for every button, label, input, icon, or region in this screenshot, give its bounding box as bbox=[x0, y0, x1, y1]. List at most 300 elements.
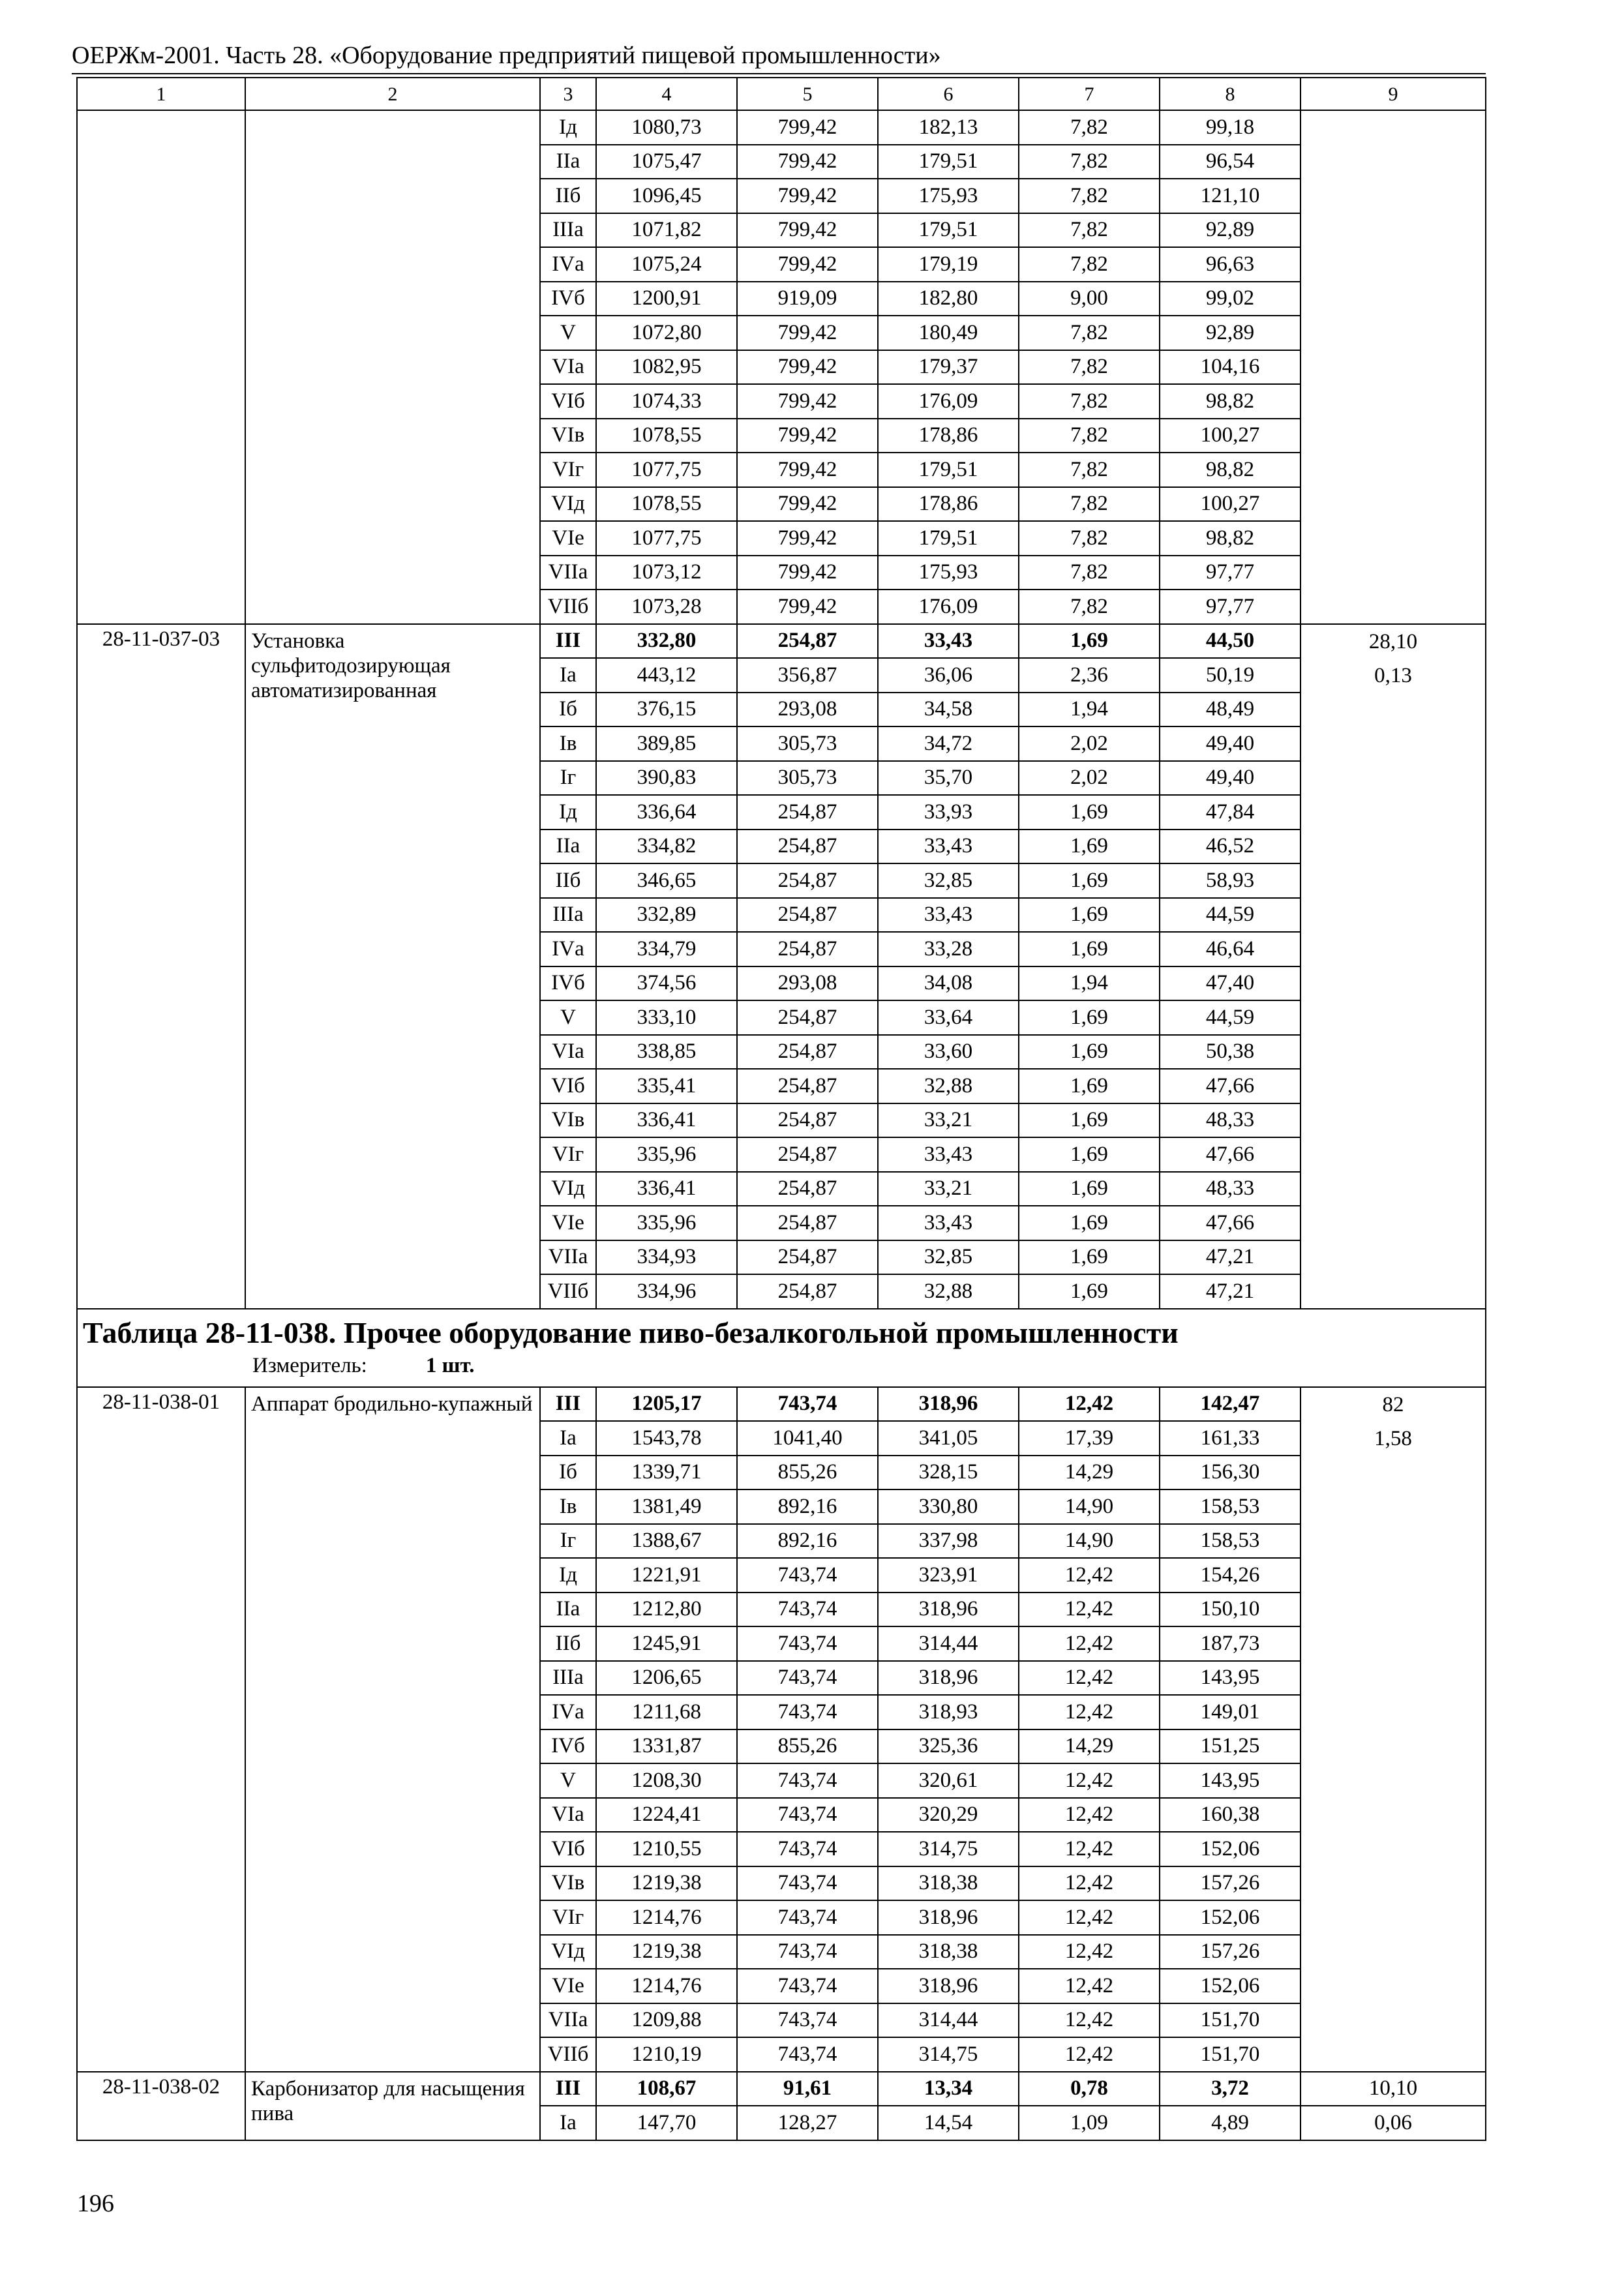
machinist-salary-cell: 12,42 bbox=[1019, 1558, 1160, 1593]
machines-cell: 325,36 bbox=[878, 1729, 1019, 1764]
machines-cell: 314,44 bbox=[878, 2003, 1019, 2038]
total-cost-cell: 334,93 bbox=[596, 1240, 737, 1275]
machines-cell: 318,96 bbox=[878, 1661, 1019, 1696]
machines-cell: 34,08 bbox=[878, 966, 1019, 1001]
salary-cell: 743,74 bbox=[737, 1695, 878, 1729]
total-cost-cell: 443,12 bbox=[596, 658, 737, 693]
zone-cell: Iг bbox=[540, 1524, 596, 1559]
machinist-salary-cell: 7,82 bbox=[1019, 213, 1160, 248]
salary-cell: 743,74 bbox=[737, 1866, 878, 1901]
rates-table-wrapper bbox=[76, 77, 1486, 2141]
materials-cell: 104,16 bbox=[1160, 350, 1301, 385]
materials-cell: 44,50 bbox=[1160, 624, 1301, 659]
total-cost-cell: 1078,55 bbox=[596, 487, 737, 522]
salary-cell: 254,87 bbox=[737, 1137, 878, 1172]
total-cost-cell: 1214,76 bbox=[596, 1969, 737, 2003]
zone-cell: VIб bbox=[540, 384, 596, 419]
materials-cell: 3,72 bbox=[1160, 2072, 1301, 2106]
salary-cell: 799,42 bbox=[737, 453, 878, 487]
zone-cell: VIг bbox=[540, 1900, 596, 1935]
salary-cell: 743,74 bbox=[737, 1798, 878, 1833]
machines-cell: 328,15 bbox=[878, 1456, 1019, 1490]
salary-cell: 799,42 bbox=[737, 384, 878, 419]
total-cost-cell: 346,65 bbox=[596, 863, 737, 898]
machines-cell: 337,98 bbox=[878, 1524, 1019, 1559]
column-number: 9 bbox=[1301, 78, 1486, 110]
machines-cell: 33,43 bbox=[878, 898, 1019, 933]
zone-cell: V bbox=[540, 316, 596, 350]
section-title: Таблица 28-11-038. Прочее оборудование пиво-безалкогольной промышленности bbox=[83, 1315, 1179, 1349]
machines-cell: 33,21 bbox=[878, 1172, 1019, 1206]
materials-cell: 156,30 bbox=[1160, 1456, 1301, 1490]
total-cost-cell: 1224,41 bbox=[596, 1798, 737, 1833]
zone-cell: IIIа bbox=[540, 898, 596, 933]
materials-cell: 121,10 bbox=[1160, 179, 1301, 213]
zone-cell: VIд bbox=[540, 1172, 596, 1206]
materials-cell: 99,02 bbox=[1160, 282, 1301, 316]
materials-cell: 98,82 bbox=[1160, 453, 1301, 487]
salary-cell: 799,42 bbox=[737, 110, 878, 145]
machines-cell: 32,88 bbox=[878, 1274, 1019, 1309]
zone-cell: VIа bbox=[540, 350, 596, 385]
zone-cell: VIIа bbox=[540, 556, 596, 590]
materials-cell: 50,19 bbox=[1160, 658, 1301, 693]
salary-cell: 254,87 bbox=[737, 1000, 878, 1035]
machines-cell: 13,34 bbox=[878, 2072, 1019, 2106]
total-cost-cell: 1073,28 bbox=[596, 590, 737, 624]
total-cost-cell: 1219,38 bbox=[596, 1866, 737, 1901]
machines-cell: 175,93 bbox=[878, 179, 1019, 213]
salary-cell: 799,42 bbox=[737, 179, 878, 213]
labor-cost-cell: 0,06 bbox=[1301, 2106, 1486, 2140]
zone-cell: V bbox=[540, 1763, 596, 1798]
machinist-salary-cell: 7,82 bbox=[1019, 521, 1160, 556]
zone-cell: IIб bbox=[540, 1626, 596, 1661]
materials-cell: 151,25 bbox=[1160, 1729, 1301, 1764]
column-number: 6 bbox=[878, 78, 1019, 110]
materials-cell: 96,54 bbox=[1160, 145, 1301, 179]
column-number: 8 bbox=[1160, 78, 1301, 110]
salary-cell: 743,74 bbox=[737, 1593, 878, 1627]
total-cost-cell: 333,10 bbox=[596, 1000, 737, 1035]
materials-cell: 99,18 bbox=[1160, 110, 1301, 145]
materials-cell: 97,77 bbox=[1160, 590, 1301, 624]
total-cost-cell: 1073,12 bbox=[596, 556, 737, 590]
total-cost-cell: 1072,80 bbox=[596, 316, 737, 350]
total-cost-cell: 1200,91 bbox=[596, 282, 737, 316]
total-cost-cell: 374,56 bbox=[596, 966, 737, 1001]
salary-cell: 799,42 bbox=[737, 487, 878, 522]
machinist-salary-cell: 1,69 bbox=[1019, 830, 1160, 864]
machinist-salary-cell: 12,42 bbox=[1019, 1900, 1160, 1935]
total-cost-cell: 1209,88 bbox=[596, 2003, 737, 2038]
materials-cell: 49,40 bbox=[1160, 726, 1301, 761]
total-cost-cell: 334,82 bbox=[596, 830, 737, 864]
labor-cost-value: 0,13 bbox=[1374, 664, 1412, 687]
salary-cell: 799,42 bbox=[737, 590, 878, 624]
machines-cell: 318,96 bbox=[878, 1387, 1019, 1422]
materials-cell: 143,95 bbox=[1160, 1661, 1301, 1696]
machinist-salary-cell: 1,69 bbox=[1019, 898, 1160, 933]
machines-cell: 179,37 bbox=[878, 350, 1019, 385]
materials-cell: 47,21 bbox=[1160, 1240, 1301, 1275]
machines-cell: 341,05 bbox=[878, 1421, 1019, 1456]
machinist-salary-cell: 7,82 bbox=[1019, 145, 1160, 179]
salary-cell: 91,61 bbox=[737, 2072, 878, 2106]
machines-cell: 318,96 bbox=[878, 1900, 1019, 1935]
zone-cell: VIе bbox=[540, 1969, 596, 2003]
total-cost-cell: 1211,68 bbox=[596, 1695, 737, 1729]
total-cost-cell: 336,64 bbox=[596, 795, 737, 830]
machinist-salary-cell: 7,82 bbox=[1019, 453, 1160, 487]
machinist-salary-cell: 1,69 bbox=[1019, 1035, 1160, 1070]
materials-cell: 49,40 bbox=[1160, 761, 1301, 796]
machinist-salary-cell: 17,39 bbox=[1019, 1421, 1160, 1456]
total-cost-cell: 335,96 bbox=[596, 1206, 737, 1240]
materials-cell: 98,82 bbox=[1160, 384, 1301, 419]
machinist-salary-cell: 14,29 bbox=[1019, 1729, 1160, 1764]
machines-cell: 33,60 bbox=[878, 1035, 1019, 1070]
machines-cell: 33,43 bbox=[878, 830, 1019, 864]
machinist-salary-cell: 1,69 bbox=[1019, 1240, 1160, 1275]
page-number: 196 bbox=[77, 2190, 114, 2217]
total-cost-cell: 335,96 bbox=[596, 1137, 737, 1172]
zone-cell: IVб bbox=[540, 282, 596, 316]
materials-cell: 142,47 bbox=[1160, 1387, 1301, 1422]
total-cost-cell: 1219,38 bbox=[596, 1935, 737, 1969]
machinist-salary-cell: 1,69 bbox=[1019, 932, 1160, 966]
total-cost-cell: 1075,24 bbox=[596, 247, 737, 282]
zone-cell: Iв bbox=[540, 1489, 596, 1524]
salary-cell: 743,74 bbox=[737, 2003, 878, 2038]
salary-cell: 305,73 bbox=[737, 761, 878, 796]
salary-cell: 254,87 bbox=[737, 932, 878, 966]
zone-cell: VIв bbox=[540, 1866, 596, 1901]
table-row-main bbox=[77, 1387, 1486, 1422]
machinist-salary-cell: 1,69 bbox=[1019, 1137, 1160, 1172]
resource-code: 28-11-038-02 bbox=[77, 2072, 245, 2140]
salary-cell: 293,08 bbox=[737, 693, 878, 727]
labor-cost-value: 1,58 bbox=[1374, 1427, 1412, 1450]
resource-name bbox=[245, 110, 540, 624]
machines-cell: 32,88 bbox=[878, 1069, 1019, 1103]
machinist-salary-cell: 14,29 bbox=[1019, 1456, 1160, 1490]
column-number: 1 bbox=[77, 78, 245, 110]
materials-cell: 158,53 bbox=[1160, 1489, 1301, 1524]
machinist-salary-cell: 2,02 bbox=[1019, 761, 1160, 796]
machinist-salary-cell: 12,42 bbox=[1019, 1387, 1160, 1422]
column-number: 4 bbox=[596, 78, 737, 110]
total-cost-cell: 1080,73 bbox=[596, 110, 737, 145]
meter-unit: 1 шт. bbox=[425, 1353, 475, 1377]
machinist-salary-cell: 12,42 bbox=[1019, 2037, 1160, 2072]
machinist-salary-cell: 7,82 bbox=[1019, 110, 1160, 145]
total-cost-cell: 336,41 bbox=[596, 1103, 737, 1138]
machinist-salary-cell: 2,36 bbox=[1019, 658, 1160, 693]
total-cost-cell: 1381,49 bbox=[596, 1489, 737, 1524]
zone-cell: VIе bbox=[540, 521, 596, 556]
total-cost-cell: 338,85 bbox=[596, 1035, 737, 1070]
total-cost-cell: 389,85 bbox=[596, 726, 737, 761]
machinist-salary-cell: 12,42 bbox=[1019, 1661, 1160, 1696]
machines-cell: 33,64 bbox=[878, 1000, 1019, 1035]
machinist-salary-cell: 12,42 bbox=[1019, 1832, 1160, 1866]
materials-cell: 98,82 bbox=[1160, 521, 1301, 556]
rates-table-body bbox=[77, 78, 1486, 2140]
zone-cell: Iд bbox=[540, 110, 596, 145]
machinist-salary-cell: 9,00 bbox=[1019, 282, 1160, 316]
machinist-salary-cell: 1,69 bbox=[1019, 795, 1160, 830]
machines-cell: 179,51 bbox=[878, 213, 1019, 248]
table-row bbox=[77, 110, 1486, 145]
machines-cell: 182,80 bbox=[878, 282, 1019, 316]
labor-cost-value: 82 bbox=[1382, 1392, 1404, 1416]
materials-cell: 47,84 bbox=[1160, 795, 1301, 830]
machinist-salary-cell: 1,69 bbox=[1019, 863, 1160, 898]
materials-cell: 4,89 bbox=[1160, 2106, 1301, 2140]
salary-cell: 855,26 bbox=[737, 1456, 878, 1490]
machinist-salary-cell: 12,42 bbox=[1019, 1763, 1160, 1798]
section-header-row bbox=[77, 1309, 1486, 1387]
zone-cell: IVа bbox=[540, 247, 596, 282]
total-cost-cell: 1212,80 bbox=[596, 1593, 737, 1627]
resource-name: Установка сульфитодозирующая автоматизированная bbox=[245, 624, 540, 1309]
zone-cell: IIа bbox=[540, 145, 596, 179]
total-cost-cell: 1075,47 bbox=[596, 145, 737, 179]
zone-cell: VIг bbox=[540, 1137, 596, 1172]
salary-cell: 743,74 bbox=[737, 1900, 878, 1935]
salary-cell: 799,42 bbox=[737, 247, 878, 282]
machines-cell: 32,85 bbox=[878, 1240, 1019, 1275]
salary-cell: 254,87 bbox=[737, 898, 878, 933]
total-cost-cell: 1082,95 bbox=[596, 350, 737, 385]
machinist-salary-cell: 12,42 bbox=[1019, 1866, 1160, 1901]
materials-cell: 100,27 bbox=[1160, 487, 1301, 522]
materials-cell: 44,59 bbox=[1160, 898, 1301, 933]
materials-cell: 48,33 bbox=[1160, 1172, 1301, 1206]
labor-cost-cell: 10,10 bbox=[1301, 2072, 1486, 2106]
materials-cell: 157,26 bbox=[1160, 1866, 1301, 1901]
materials-cell: 48,33 bbox=[1160, 1103, 1301, 1138]
machines-cell: 176,09 bbox=[878, 384, 1019, 419]
zone-cell: IIа bbox=[540, 1593, 596, 1627]
machines-cell: 33,21 bbox=[878, 1103, 1019, 1138]
machines-cell: 318,38 bbox=[878, 1935, 1019, 1969]
zone-cell: VIе bbox=[540, 1206, 596, 1240]
materials-cell: 151,70 bbox=[1160, 2003, 1301, 2038]
machines-cell: 318,96 bbox=[878, 1969, 1019, 2003]
section-header bbox=[77, 1309, 1486, 1387]
zone-cell: VIв bbox=[540, 419, 596, 453]
machinist-salary-cell: 7,82 bbox=[1019, 590, 1160, 624]
zone-cell: IVб bbox=[540, 1729, 596, 1764]
materials-cell: 97,77 bbox=[1160, 556, 1301, 590]
salary-cell: 305,73 bbox=[737, 726, 878, 761]
total-cost-cell: 1074,33 bbox=[596, 384, 737, 419]
total-cost-cell: 1221,91 bbox=[596, 1558, 737, 1593]
total-cost-cell: 334,96 bbox=[596, 1274, 737, 1309]
salary-cell: 743,74 bbox=[737, 1387, 878, 1422]
materials-cell: 47,40 bbox=[1160, 966, 1301, 1001]
column-number: 3 bbox=[540, 78, 596, 110]
total-cost-cell: 1077,75 bbox=[596, 521, 737, 556]
machinist-salary-cell: 1,69 bbox=[1019, 1069, 1160, 1103]
machinist-salary-cell: 1,69 bbox=[1019, 1274, 1160, 1309]
salary-cell: 254,87 bbox=[737, 1206, 878, 1240]
zone-cell: VIIб bbox=[540, 2037, 596, 2072]
column-number: 7 bbox=[1019, 78, 1160, 110]
machines-cell: 175,93 bbox=[878, 556, 1019, 590]
materials-cell: 47,66 bbox=[1160, 1069, 1301, 1103]
machinist-salary-cell: 7,82 bbox=[1019, 179, 1160, 213]
salary-cell: 892,16 bbox=[737, 1524, 878, 1559]
machinist-salary-cell: 1,09 bbox=[1019, 2106, 1160, 2140]
materials-cell: 50,38 bbox=[1160, 1035, 1301, 1070]
resource-code: 28-11-037-03 bbox=[77, 624, 245, 1309]
total-cost-cell: 1245,91 bbox=[596, 1626, 737, 1661]
machinist-salary-cell: 7,82 bbox=[1019, 350, 1160, 385]
salary-cell: 1041,40 bbox=[737, 1421, 878, 1456]
salary-cell: 254,87 bbox=[737, 1172, 878, 1206]
salary-cell: 855,26 bbox=[737, 1729, 878, 1764]
machines-cell: 320,61 bbox=[878, 1763, 1019, 1798]
total-cost-cell: 376,15 bbox=[596, 693, 737, 727]
salary-cell: 799,42 bbox=[737, 145, 878, 179]
materials-cell: 152,06 bbox=[1160, 1832, 1301, 1866]
machines-cell: 176,09 bbox=[878, 590, 1019, 624]
machinist-salary-cell: 7,82 bbox=[1019, 384, 1160, 419]
machines-cell: 314,75 bbox=[878, 2037, 1019, 2072]
salary-cell: 254,87 bbox=[737, 1274, 878, 1309]
machines-cell: 323,91 bbox=[878, 1558, 1019, 1593]
salary-cell: 293,08 bbox=[737, 966, 878, 1001]
salary-cell: 743,74 bbox=[737, 2037, 878, 2072]
total-cost-cell: 1206,65 bbox=[596, 1661, 737, 1696]
machinist-salary-cell: 1,94 bbox=[1019, 693, 1160, 727]
resource-name: Карбонизатор для насыщения пива bbox=[245, 2072, 540, 2140]
machines-cell: 32,85 bbox=[878, 863, 1019, 898]
zone-cell: VIIб bbox=[540, 590, 596, 624]
materials-cell: 158,53 bbox=[1160, 1524, 1301, 1559]
total-cost-cell: 335,41 bbox=[596, 1069, 737, 1103]
total-cost-cell: 147,70 bbox=[596, 2106, 737, 2140]
materials-cell: 100,27 bbox=[1160, 419, 1301, 453]
zone-cell: VIб bbox=[540, 1069, 596, 1103]
salary-cell: 919,09 bbox=[737, 282, 878, 316]
labor-cost-cell bbox=[1301, 110, 1486, 624]
zone-cell: VIд bbox=[540, 487, 596, 522]
machines-cell: 318,96 bbox=[878, 1593, 1019, 1627]
machines-cell: 318,93 bbox=[878, 1695, 1019, 1729]
zone-cell: Iд bbox=[540, 795, 596, 830]
materials-cell: 143,95 bbox=[1160, 1763, 1301, 1798]
salary-cell: 743,74 bbox=[737, 1661, 878, 1696]
zone-cell: Iб bbox=[540, 1456, 596, 1490]
zone-cell: VIIа bbox=[540, 2003, 596, 2038]
salary-cell: 356,87 bbox=[737, 658, 878, 693]
salary-cell: 254,87 bbox=[737, 1240, 878, 1275]
materials-cell: 96,63 bbox=[1160, 247, 1301, 282]
salary-cell: 254,87 bbox=[737, 624, 878, 659]
machines-cell: 178,86 bbox=[878, 487, 1019, 522]
salary-cell: 799,42 bbox=[737, 316, 878, 350]
zone-cell: IVа bbox=[540, 932, 596, 966]
zone-cell: IVа bbox=[540, 1695, 596, 1729]
materials-cell: 47,66 bbox=[1160, 1137, 1301, 1172]
materials-cell: 152,06 bbox=[1160, 1969, 1301, 2003]
total-cost-cell: 1543,78 bbox=[596, 1421, 737, 1456]
materials-cell: 58,93 bbox=[1160, 863, 1301, 898]
zone-cell: VIг bbox=[540, 453, 596, 487]
machinist-salary-cell: 1,69 bbox=[1019, 1206, 1160, 1240]
salary-cell: 799,42 bbox=[737, 521, 878, 556]
machinist-salary-cell: 12,42 bbox=[1019, 1593, 1160, 1627]
machines-cell: 34,72 bbox=[878, 726, 1019, 761]
zone-cell: IIб bbox=[540, 863, 596, 898]
machines-cell: 33,28 bbox=[878, 932, 1019, 966]
machinist-salary-cell: 12,42 bbox=[1019, 1969, 1160, 2003]
zone-cell: III bbox=[540, 1387, 596, 1422]
salary-cell: 254,87 bbox=[737, 1103, 878, 1138]
zone-cell: III bbox=[540, 2072, 596, 2106]
machines-cell: 180,49 bbox=[878, 316, 1019, 350]
machinist-salary-cell: 1,69 bbox=[1019, 1103, 1160, 1138]
machinist-salary-cell: 12,42 bbox=[1019, 1626, 1160, 1661]
zone-cell: IIIа bbox=[540, 1661, 596, 1696]
resource-name: Аппарат бродильно-купажный bbox=[245, 1387, 540, 2072]
machinist-salary-cell: 2,02 bbox=[1019, 726, 1160, 761]
machines-cell: 314,75 bbox=[878, 1832, 1019, 1866]
materials-cell: 47,66 bbox=[1160, 1206, 1301, 1240]
salary-cell: 743,74 bbox=[737, 1626, 878, 1661]
machines-cell: 178,86 bbox=[878, 419, 1019, 453]
salary-cell: 799,42 bbox=[737, 556, 878, 590]
machines-cell: 35,70 bbox=[878, 761, 1019, 796]
salary-cell: 743,74 bbox=[737, 1832, 878, 1866]
zone-cell: VIа bbox=[540, 1035, 596, 1070]
total-cost-cell: 1078,55 bbox=[596, 419, 737, 453]
total-cost-cell: 332,89 bbox=[596, 898, 737, 933]
machines-cell: 179,51 bbox=[878, 453, 1019, 487]
total-cost-cell: 108,67 bbox=[596, 2072, 737, 2106]
machinist-salary-cell: 12,42 bbox=[1019, 1695, 1160, 1729]
column-number: 2 bbox=[245, 78, 540, 110]
total-cost-cell: 1208,30 bbox=[596, 1763, 737, 1798]
total-cost-cell: 1210,55 bbox=[596, 1832, 737, 1866]
zone-cell: VIа bbox=[540, 1798, 596, 1833]
materials-cell: 161,33 bbox=[1160, 1421, 1301, 1456]
salary-cell: 743,74 bbox=[737, 1763, 878, 1798]
materials-cell: 44,59 bbox=[1160, 1000, 1301, 1035]
machines-cell: 33,43 bbox=[878, 624, 1019, 659]
salary-cell: 892,16 bbox=[737, 1489, 878, 1524]
machinist-salary-cell: 12,42 bbox=[1019, 1798, 1160, 1833]
zone-cell: Iд bbox=[540, 1558, 596, 1593]
materials-cell: 46,64 bbox=[1160, 932, 1301, 966]
machinist-salary-cell: 12,42 bbox=[1019, 1935, 1160, 1969]
materials-cell: 151,70 bbox=[1160, 2037, 1301, 2072]
machines-cell: 14,54 bbox=[878, 2106, 1019, 2140]
zone-cell: Iа bbox=[540, 1421, 596, 1456]
machinist-salary-cell: 0,78 bbox=[1019, 2072, 1160, 2106]
total-cost-cell: 1210,19 bbox=[596, 2037, 737, 2072]
total-cost-cell: 1214,76 bbox=[596, 1900, 737, 1935]
salary-cell: 254,87 bbox=[737, 795, 878, 830]
table-row-main bbox=[77, 624, 1486, 659]
total-cost-cell: 1077,75 bbox=[596, 453, 737, 487]
total-cost-cell: 1096,45 bbox=[596, 179, 737, 213]
column-numbers-row bbox=[77, 78, 1486, 110]
